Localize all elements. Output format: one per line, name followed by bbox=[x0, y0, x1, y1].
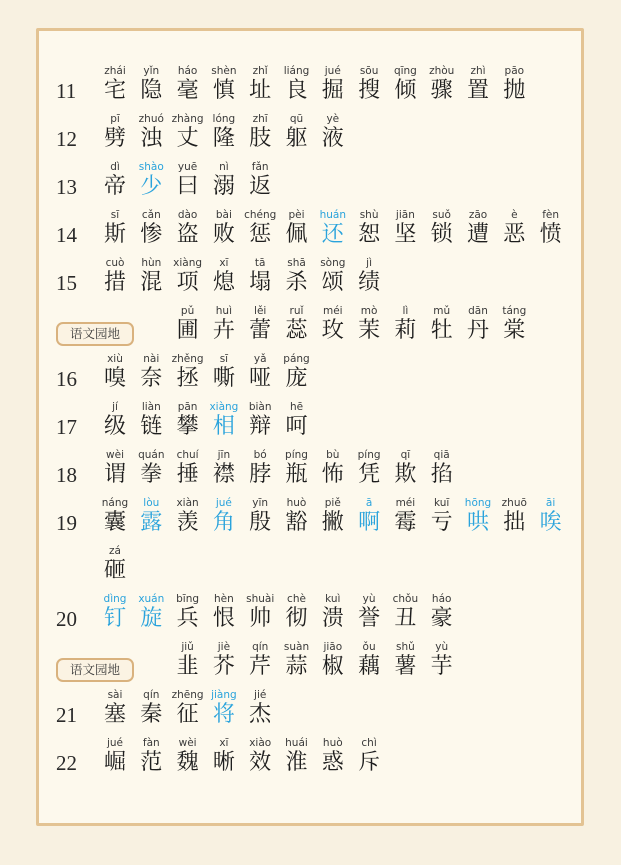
pinyin: sī bbox=[219, 353, 229, 365]
lesson-row bbox=[0, 210, 621, 250]
hanzi: 惑 bbox=[321, 750, 344, 775]
pinyin: huò bbox=[286, 497, 307, 509]
pinyin: yǐn bbox=[143, 65, 160, 77]
pinyin: náng bbox=[101, 497, 129, 509]
pinyin: zhì bbox=[470, 65, 486, 77]
pinyin: shù bbox=[359, 209, 379, 221]
character-cell bbox=[424, 642, 460, 682]
lesson-row bbox=[0, 546, 621, 586]
hanzi: 骤 bbox=[430, 78, 453, 103]
hanzi: 撇 bbox=[321, 510, 344, 535]
pinyin: huì bbox=[215, 305, 232, 317]
pinyin: pī bbox=[110, 113, 120, 125]
hanzi: 捶 bbox=[176, 462, 199, 487]
pinyin: lóng bbox=[212, 113, 236, 125]
hanzi: 哑 bbox=[249, 366, 272, 391]
lesson-row bbox=[0, 642, 621, 682]
pinyin: háo bbox=[431, 593, 452, 605]
hanzi: 圃 bbox=[176, 318, 199, 343]
hanzi: 抛 bbox=[503, 78, 526, 103]
hanzi: 斥 bbox=[358, 750, 381, 775]
hanzi: 杰 bbox=[249, 702, 272, 727]
character-cell bbox=[315, 114, 351, 154]
hanzi: 亏 bbox=[430, 510, 453, 535]
hanzi: 椒 bbox=[321, 654, 344, 679]
pinyin: hèn bbox=[214, 593, 234, 605]
pinyin: jiǔ bbox=[181, 641, 194, 653]
hanzi: 范 bbox=[140, 750, 163, 775]
pinyin: suàn bbox=[283, 641, 310, 653]
hanzi: 韭 bbox=[176, 654, 199, 679]
pinyin: jīn bbox=[217, 449, 231, 461]
lesson-number: 17 bbox=[56, 415, 77, 439]
hanzi: 羡 bbox=[176, 510, 199, 535]
hanzi: 露 bbox=[140, 510, 163, 535]
lesson-number: 18 bbox=[56, 463, 77, 487]
hanzi: 嗅 bbox=[103, 366, 126, 391]
hanzi: 丈 bbox=[176, 126, 199, 151]
hanzi: 霉 bbox=[394, 510, 417, 535]
pinyin: yù bbox=[362, 593, 376, 605]
pinyin: sài bbox=[107, 689, 123, 701]
hanzi: 浊 bbox=[140, 126, 163, 151]
hanzi: 溺 bbox=[212, 174, 235, 199]
character-cell bbox=[496, 66, 532, 106]
hanzi: 钉 bbox=[103, 606, 126, 631]
lesson-number: 16 bbox=[56, 367, 77, 391]
hanzi: 牡 bbox=[430, 318, 453, 343]
hanzi: 崛 bbox=[103, 750, 126, 775]
pinyin: bù bbox=[326, 449, 340, 461]
character-cell bbox=[279, 402, 315, 442]
hanzi: 玫 bbox=[321, 318, 344, 343]
hanzi: 棠 bbox=[503, 318, 526, 343]
pinyin: zhái bbox=[104, 65, 126, 77]
pinyin: zhòu bbox=[429, 65, 455, 77]
hanzi: 誉 bbox=[358, 606, 381, 631]
pinyin: bó bbox=[253, 449, 267, 461]
hanzi: 级 bbox=[103, 414, 126, 439]
hanzi: 曰 bbox=[176, 174, 199, 199]
hanzi: 征 bbox=[176, 702, 199, 727]
pinyin: xiàng bbox=[209, 401, 239, 413]
hanzi: 芥 bbox=[212, 654, 235, 679]
hanzi: 兵 bbox=[176, 606, 199, 631]
lesson-row bbox=[0, 66, 621, 106]
hanzi: 掘 bbox=[321, 78, 344, 103]
pinyin: píng bbox=[285, 449, 308, 461]
pinyin: huái bbox=[285, 737, 308, 749]
hanzi: 还 bbox=[321, 222, 344, 247]
pinyin: nài bbox=[143, 353, 160, 365]
pinyin: yǎ bbox=[253, 353, 267, 365]
pinyin: xiàng bbox=[173, 257, 203, 269]
pinyin: zhī bbox=[252, 113, 268, 125]
hanzi: 液 bbox=[321, 126, 344, 151]
hanzi: 熄 bbox=[212, 270, 235, 295]
hanzi: 角 bbox=[212, 510, 235, 535]
hanzi: 晰 bbox=[212, 750, 235, 775]
hanzi: 少 bbox=[140, 174, 163, 199]
hanzi: 倾 bbox=[394, 78, 417, 103]
hanzi: 恶 bbox=[503, 222, 526, 247]
pinyin: wèi bbox=[178, 737, 197, 749]
hanzi: 肢 bbox=[249, 126, 272, 151]
pinyin: yīn bbox=[252, 497, 269, 509]
lesson-number: 19 bbox=[56, 511, 77, 535]
hanzi: 遭 bbox=[466, 222, 489, 247]
lesson-row bbox=[0, 498, 621, 538]
pinyin: páng bbox=[283, 353, 310, 365]
hanzi: 殷 bbox=[249, 510, 272, 535]
hanzi: 芋 bbox=[430, 654, 453, 679]
pinyin: shā bbox=[287, 257, 306, 269]
hanzi: 豪 bbox=[430, 606, 453, 631]
hanzi: 锁 bbox=[430, 222, 453, 247]
pinyin: dì bbox=[110, 161, 120, 173]
lesson-number: 20 bbox=[56, 607, 77, 631]
pinyin: dào bbox=[177, 209, 198, 221]
hanzi: 囊 bbox=[103, 510, 126, 535]
pinyin: zhēng bbox=[171, 689, 204, 701]
pinyin: qū bbox=[289, 113, 304, 125]
pinyin: zhuō bbox=[501, 497, 527, 509]
hanzi: 坚 bbox=[394, 222, 417, 247]
hanzi: 脖 bbox=[249, 462, 272, 487]
lesson-row bbox=[0, 402, 621, 442]
pinyin: mǔ bbox=[433, 305, 451, 317]
lesson-row bbox=[0, 306, 621, 346]
pinyin: jì bbox=[366, 257, 373, 269]
lesson-row bbox=[0, 354, 621, 394]
pinyin: xuán bbox=[138, 593, 165, 605]
pinyin: quán bbox=[138, 449, 165, 461]
pinyin: ǒu bbox=[362, 641, 376, 653]
pinyin: kuī bbox=[434, 497, 450, 509]
hanzi: 莉 bbox=[394, 318, 417, 343]
hanzi: 蕾 bbox=[249, 318, 272, 343]
pinyin: xī bbox=[219, 257, 229, 269]
yuwen-yuandi-tag: 语文园地 bbox=[56, 658, 134, 682]
hanzi: 瓶 bbox=[285, 462, 308, 487]
hanzi: 卉 bbox=[212, 318, 235, 343]
lesson-row bbox=[0, 738, 621, 778]
lesson-row bbox=[0, 114, 621, 154]
character-cell bbox=[242, 162, 278, 202]
pinyin: shǔ bbox=[396, 641, 415, 653]
pinyin: lòu bbox=[143, 497, 160, 509]
hanzi: 恨 bbox=[212, 606, 235, 631]
pinyin: huò bbox=[322, 737, 343, 749]
hanzi: 效 bbox=[249, 750, 272, 775]
hanzi: 相 bbox=[212, 414, 235, 439]
pinyin: chè bbox=[287, 593, 306, 605]
hanzi: 惨 bbox=[140, 222, 163, 247]
pinyin: zhěng bbox=[171, 353, 204, 365]
pinyin: yù bbox=[435, 641, 449, 653]
pinyin: sōu bbox=[359, 65, 379, 77]
hanzi: 丑 bbox=[394, 606, 417, 631]
hanzi: 佩 bbox=[285, 222, 308, 247]
pinyin: āi bbox=[545, 497, 556, 509]
hanzi: 蕊 bbox=[285, 318, 308, 343]
hanzi: 溃 bbox=[321, 606, 344, 631]
yuwen-yuandi-tag: 语文园地 bbox=[56, 322, 134, 346]
hanzi: 砸 bbox=[103, 558, 126, 583]
pinyin: è bbox=[511, 209, 518, 221]
hanzi: 彻 bbox=[285, 606, 308, 631]
pinyin: méi bbox=[395, 497, 416, 509]
pinyin: lěi bbox=[254, 305, 267, 317]
pinyin: jiān bbox=[395, 209, 415, 221]
pinyin: piě bbox=[324, 497, 341, 509]
pinyin: táng bbox=[502, 305, 527, 317]
hanzi: 拙 bbox=[503, 510, 526, 535]
pinyin: zhàng bbox=[171, 113, 204, 125]
character-cell bbox=[496, 306, 532, 346]
character-cell bbox=[97, 546, 133, 586]
hanzi: 淮 bbox=[285, 750, 308, 775]
hanzi: 措 bbox=[103, 270, 126, 295]
hanzi: 啊 bbox=[358, 510, 381, 535]
lesson-number: 22 bbox=[56, 751, 77, 775]
hanzi: 呵 bbox=[285, 414, 308, 439]
hanzi: 败 bbox=[212, 222, 235, 247]
hanzi: 毫 bbox=[176, 78, 199, 103]
pinyin: jué bbox=[106, 737, 124, 749]
pinyin: zá bbox=[109, 545, 121, 557]
pinyin: xiàn bbox=[176, 497, 199, 509]
hanzi: 宅 bbox=[103, 78, 126, 103]
hanzi: 项 bbox=[176, 270, 199, 295]
pinyin: suǒ bbox=[432, 209, 451, 221]
pinyin: pèi bbox=[288, 209, 305, 221]
hanzi: 良 bbox=[285, 78, 308, 103]
pinyin: jié bbox=[254, 689, 267, 701]
pinyin: yè bbox=[326, 113, 340, 125]
hanzi: 塌 bbox=[249, 270, 272, 295]
pinyin: pāo bbox=[504, 65, 525, 77]
lesson-row bbox=[0, 450, 621, 490]
hanzi: 茉 bbox=[358, 318, 381, 343]
hanzi: 哄 bbox=[466, 510, 489, 535]
character-cell bbox=[351, 258, 387, 298]
character-cell bbox=[351, 738, 387, 778]
hanzi: 塞 bbox=[103, 702, 126, 727]
hanzi: 惩 bbox=[249, 222, 272, 247]
lesson-number: 21 bbox=[56, 703, 77, 727]
pinyin: huán bbox=[319, 209, 346, 221]
hanzi: 凭 bbox=[358, 462, 381, 487]
pinyin: chéng bbox=[244, 209, 277, 221]
pinyin: bài bbox=[215, 209, 232, 221]
hanzi: 嘶 bbox=[212, 366, 235, 391]
pinyin: kuì bbox=[325, 593, 341, 605]
pinyin: dān bbox=[468, 305, 488, 317]
pinyin: fǎn bbox=[251, 161, 269, 173]
pinyin: fèn bbox=[542, 209, 559, 221]
lesson-row bbox=[0, 594, 621, 634]
lesson-row bbox=[0, 690, 621, 730]
pinyin: jiè bbox=[217, 641, 231, 653]
pinyin: jiàng bbox=[211, 689, 237, 701]
lesson-row bbox=[0, 162, 621, 202]
hanzi: 慎 bbox=[212, 78, 235, 103]
hanzi: 秦 bbox=[140, 702, 163, 727]
pinyin: qín bbox=[143, 689, 160, 701]
pinyin: qiā bbox=[433, 449, 450, 461]
hanzi: 将 bbox=[212, 702, 235, 727]
hanzi: 藕 bbox=[358, 654, 381, 679]
pinyin: zhuó bbox=[138, 113, 164, 125]
hanzi: 绩 bbox=[358, 270, 381, 295]
pinyin: chǒu bbox=[392, 593, 419, 605]
hanzi: 豁 bbox=[285, 510, 308, 535]
pinyin: dìng bbox=[103, 593, 127, 605]
pinyin: chuí bbox=[176, 449, 199, 461]
pinyin: chì bbox=[361, 737, 377, 749]
hanzi: 链 bbox=[140, 414, 163, 439]
pinyin: shuài bbox=[246, 593, 275, 605]
hanzi: 奈 bbox=[140, 366, 163, 391]
hanzi: 愤 bbox=[539, 222, 562, 247]
hanzi: 置 bbox=[466, 78, 489, 103]
hanzi: 掐 bbox=[430, 462, 453, 487]
pinyin: pān bbox=[177, 401, 198, 413]
character-cell bbox=[533, 498, 569, 538]
hanzi: 劈 bbox=[103, 126, 126, 151]
hanzi: 怖 bbox=[321, 462, 344, 487]
hanzi: 庞 bbox=[285, 366, 308, 391]
pinyin: mò bbox=[360, 305, 378, 317]
pinyin: jué bbox=[215, 497, 232, 509]
hanzi: 旋 bbox=[140, 606, 163, 631]
hanzi: 蒜 bbox=[285, 654, 308, 679]
pinyin: jué bbox=[324, 65, 341, 77]
pinyin: hē bbox=[289, 401, 304, 413]
pinyin: tā bbox=[254, 257, 266, 269]
pinyin: biàn bbox=[248, 401, 272, 413]
pinyin: méi bbox=[322, 305, 343, 317]
hanzi: 返 bbox=[249, 174, 272, 199]
pinyin: hùn bbox=[141, 257, 162, 269]
pinyin: xī bbox=[219, 737, 229, 749]
hanzi: 恕 bbox=[358, 222, 381, 247]
pinyin: ā bbox=[365, 497, 373, 509]
pinyin: píng bbox=[357, 449, 381, 461]
hanzi: 帝 bbox=[103, 174, 126, 199]
pinyin: sòng bbox=[320, 257, 346, 269]
pinyin: liàn bbox=[141, 401, 161, 413]
hanzi: 躯 bbox=[285, 126, 308, 151]
hanzi: 唉 bbox=[539, 510, 562, 535]
pinyin: pǔ bbox=[180, 305, 195, 317]
pinyin: qín bbox=[252, 641, 269, 653]
hanzi: 薯 bbox=[394, 654, 417, 679]
hanzi: 盗 bbox=[176, 222, 199, 247]
pinyin: fàn bbox=[142, 737, 160, 749]
character-cell bbox=[533, 210, 569, 250]
hanzi: 丹 bbox=[466, 318, 489, 343]
hanzi: 帅 bbox=[249, 606, 272, 631]
pinyin: sī bbox=[110, 209, 120, 221]
hanzi: 拯 bbox=[176, 366, 199, 391]
hanzi: 欺 bbox=[394, 462, 417, 487]
pinyin: xiù bbox=[107, 353, 123, 365]
character-cell bbox=[424, 450, 460, 490]
hanzi: 谓 bbox=[103, 462, 126, 487]
hanzi: 拳 bbox=[140, 462, 163, 487]
pinyin: lì bbox=[402, 305, 409, 317]
pinyin: liáng bbox=[283, 65, 310, 77]
pinyin: hōng bbox=[464, 497, 492, 509]
hanzi: 芹 bbox=[249, 654, 272, 679]
pinyin: bīng bbox=[176, 593, 200, 605]
pinyin: jiāo bbox=[323, 641, 343, 653]
pinyin: cǎn bbox=[141, 209, 161, 221]
hanzi: 杀 bbox=[285, 270, 308, 295]
lesson-number: 11 bbox=[56, 79, 77, 103]
hanzi: 颂 bbox=[321, 270, 344, 295]
hanzi: 混 bbox=[140, 270, 163, 295]
lesson-row bbox=[0, 258, 621, 298]
character-cell bbox=[279, 354, 315, 394]
pinyin: háo bbox=[177, 65, 198, 77]
pinyin: shèn bbox=[211, 65, 237, 77]
pinyin: wèi bbox=[106, 449, 124, 461]
hanzi: 襟 bbox=[212, 462, 235, 487]
character-cell bbox=[424, 594, 460, 634]
lesson-number: 14 bbox=[56, 223, 77, 247]
pinyin: cuò bbox=[105, 257, 125, 269]
hanzi: 址 bbox=[249, 78, 272, 103]
hanzi: 搜 bbox=[358, 78, 381, 103]
pinyin: qīng bbox=[393, 65, 417, 77]
pinyin: yuē bbox=[177, 161, 198, 173]
pinyin: zāo bbox=[468, 209, 488, 221]
pinyin: ruǐ bbox=[289, 305, 304, 317]
hanzi: 隐 bbox=[140, 78, 163, 103]
hanzi: 斯 bbox=[103, 222, 126, 247]
character-cell bbox=[242, 690, 278, 730]
pinyin: qī bbox=[400, 449, 411, 461]
hanzi: 隆 bbox=[212, 126, 235, 151]
pinyin: nì bbox=[219, 161, 229, 173]
hanzi: 攀 bbox=[176, 414, 199, 439]
hanzi: 魏 bbox=[176, 750, 199, 775]
pinyin: zhǐ bbox=[252, 65, 268, 77]
lesson-number: 12 bbox=[56, 127, 77, 151]
lesson-number: 13 bbox=[56, 175, 77, 199]
lesson-number: 15 bbox=[56, 271, 77, 295]
pinyin: jí bbox=[112, 401, 118, 413]
hanzi: 辩 bbox=[249, 414, 272, 439]
pinyin: shào bbox=[138, 161, 164, 173]
pinyin: xiào bbox=[249, 737, 272, 749]
